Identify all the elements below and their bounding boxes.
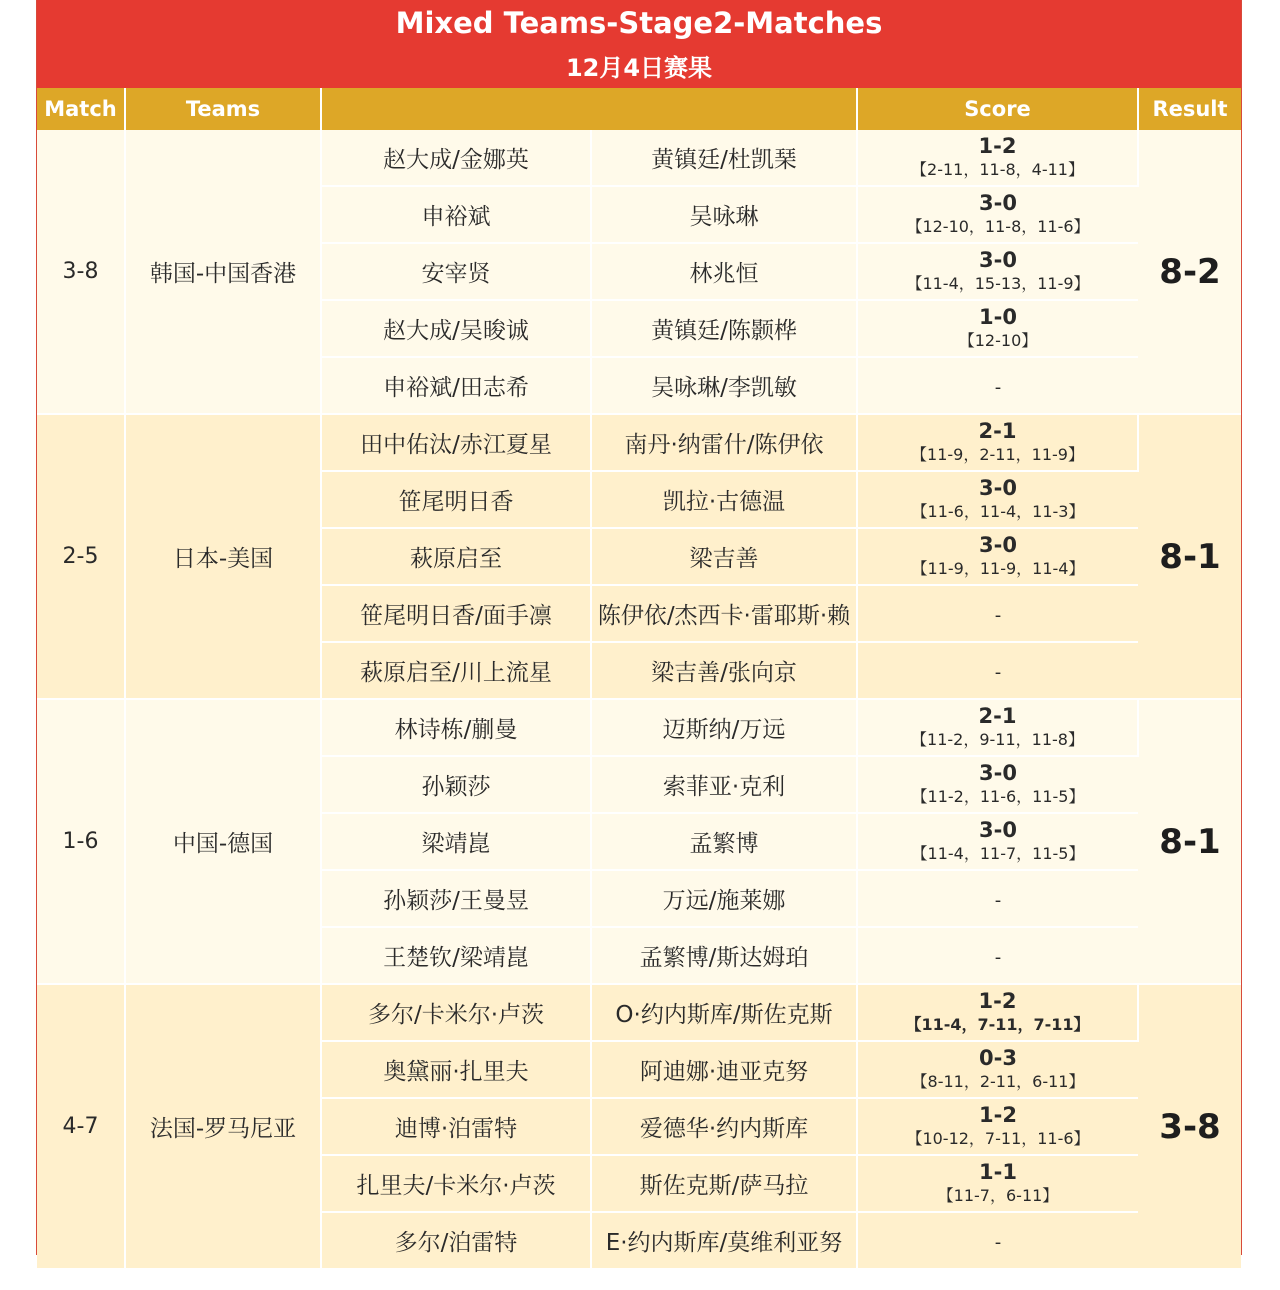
set-scores: 【11-4，15-13，11-9】 [906,273,1090,293]
player-left: 申裕斌 [321,186,591,243]
player-right: 黄镇廷/杜凯琹 [591,130,857,186]
match-score: 3-0 [979,817,1017,842]
set-scores: 【10-12，7-11，11-6】 [906,1128,1090,1148]
player-left: 迪博·泊雷特 [321,1098,591,1155]
player-right: 索菲亚·克利 [591,756,857,813]
match-score: 1-0 [979,304,1017,329]
results-table [37,88,1241,1270]
score-cell [857,699,1138,756]
player-left: 孙颖莎/王曼昱 [321,870,591,927]
player-right: 孟繁博/斯达姆珀 [591,927,857,984]
match-score: 1-1 [979,1159,1017,1184]
score-cell [857,1041,1138,1098]
match-number: 3-8 [37,130,125,414]
header-result: Result [1138,88,1241,130]
score-cell [857,984,1138,1041]
header-score: Score [857,88,1138,130]
player-right: 万远/施莱娜 [591,870,857,927]
match-score: 1-2 [978,988,1017,1013]
player-right: 迈斯纳/万远 [591,699,857,756]
score-cell [857,471,1138,528]
match-score: 0-3 [979,1045,1017,1070]
player-right: 吴咏琳 [591,186,857,243]
header-row [37,88,1241,130]
player-left: 赵大成/金娜英 [321,130,591,186]
set-scores: 【11-9，11-9，11-4】 [911,558,1085,578]
score-cell [857,756,1138,813]
player-right: E·约内斯库/莫维利亚努 [591,1212,857,1269]
match-score: 2-1 [978,418,1017,443]
player-right: 爱德华·约内斯库 [591,1098,857,1155]
results-sheet [36,0,1242,1255]
player-right: 梁吉善 [591,528,857,585]
player-left: 林诗栋/蒯曼 [321,699,591,756]
player-right: 南丹·纳雷什/陈伊依 [591,414,857,471]
player-left: 梁靖崑 [321,813,591,870]
set-scores: 【12-10】 [958,330,1038,350]
player-right: 吴咏琳/李凯敏 [591,357,857,414]
score-cell [857,414,1138,471]
player-right: 陈伊依/杰西卡·雷耶斯·赖 [591,585,857,642]
score-cell [857,927,1138,984]
score-cell [857,130,1138,186]
set-scores: 【8-11，2-11，6-11】 [911,1071,1085,1091]
match-number: 2-5 [37,414,125,699]
player-right: 阿迪娜·迪亚克努 [591,1041,857,1098]
player-right: O·约内斯库/斯佐克斯 [591,984,857,1041]
player-right: 凯拉·古德温 [591,471,857,528]
player-right: 林兆恒 [591,243,857,300]
set-scores: 【11-4，7-11，7-11】 [905,1014,1090,1034]
player-left: 王楚钦/梁靖崑 [321,927,591,984]
player-right: 斯佐克斯/萨马拉 [591,1155,857,1212]
header-players [321,88,857,130]
match-number: 1-6 [37,699,125,984]
match-score: 3-0 [979,190,1017,215]
match-score: 3-0 [979,247,1017,272]
set-scores: 【11-7，6-11】 [937,1185,1059,1205]
player-left: 安宰贤 [321,243,591,300]
teams-cell: 中国-德国 [125,699,321,984]
match-score: 1-2 [979,1102,1017,1127]
player-left: 赵大成/吴晙诚 [321,300,591,357]
player-left: 萩原启至/川上流星 [321,642,591,699]
player-left: 笹尾明日香 [321,471,591,528]
match-score: - [994,604,1002,626]
header-teams: Teams [125,88,321,130]
set-scores: 【11-2，11-6，11-5】 [911,786,1085,806]
player-left: 萩原启至 [321,528,591,585]
team-result: 8-1 [1138,414,1241,699]
player-left: 笹尾明日香/面手凛 [321,585,591,642]
match-score: 3-0 [979,532,1017,557]
match-score: 3-0 [979,760,1017,785]
score-cell [857,870,1138,927]
match-score: - [994,661,1002,683]
score-cell [857,642,1138,699]
player-left: 田中佑汰/赤江夏星 [321,414,591,471]
table-row [37,984,1241,1041]
table-row [37,699,1241,756]
player-left: 多尔/泊雷特 [321,1212,591,1269]
score-cell [857,1155,1138,1212]
match-score: - [994,376,1002,398]
match-score: 1-2 [978,133,1017,158]
match-score: 3-0 [979,475,1017,500]
teams-cell: 法国-罗马尼亚 [125,984,321,1269]
score-cell [857,1098,1138,1155]
set-scores: 【11-4，11-7，11-5】 [911,843,1085,863]
player-right: 梁吉善/张向京 [591,642,857,699]
set-scores: 【11-6，11-4，11-3】 [911,501,1085,521]
score-cell [857,585,1138,642]
set-scores: 【12-10，11-8，11-6】 [906,216,1090,236]
table-row [37,414,1241,471]
header-match: Match [37,88,125,130]
teams-cell: 韩国-中国香港 [125,130,321,414]
score-cell [857,186,1138,243]
player-right: 黄镇廷/陈颢桦 [591,300,857,357]
player-left: 奥黛丽·扎里夫 [321,1041,591,1098]
set-scores: 【11-2，9-11，11-8】 [911,729,1084,749]
match-score: - [994,1231,1002,1253]
team-result: 3-8 [1138,984,1241,1269]
match-score: - [994,946,1002,968]
team-result: 8-1 [1138,699,1241,984]
player-left: 扎里夫/卡米尔·卢茨 [321,1155,591,1212]
table-row [37,130,1241,186]
team-result: 8-2 [1138,130,1241,414]
page-subtitle: 12月4日赛果 [37,46,1241,88]
set-scores: 【2-11，11-8，4-11】 [911,159,1084,179]
page-title: Mixed Teams-Stage2-Matches [37,0,1241,47]
match-score: 2-1 [978,703,1017,728]
score-cell [857,1212,1138,1269]
match-score: - [994,889,1002,911]
score-cell [857,300,1138,357]
player-left: 多尔/卡米尔·卢茨 [321,984,591,1041]
score-cell [857,357,1138,414]
player-left: 孙颖莎 [321,756,591,813]
score-cell [857,243,1138,300]
player-left: 申裕斌/田志希 [321,357,591,414]
player-right: 孟繁博 [591,813,857,870]
score-cell [857,813,1138,870]
teams-cell: 日本-美国 [125,414,321,699]
match-number: 4-7 [37,984,125,1269]
score-cell [857,528,1138,585]
set-scores: 【11-9，2-11，11-9】 [911,444,1084,464]
results-body [37,130,1241,1269]
